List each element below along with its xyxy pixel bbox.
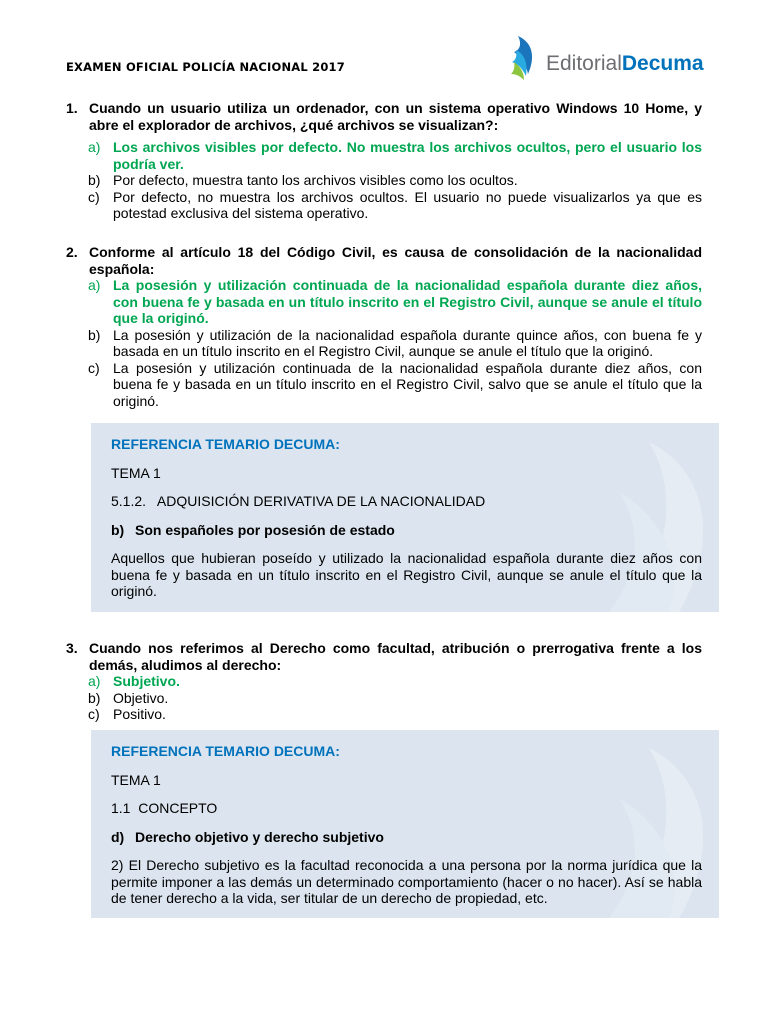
option-c xyxy=(88,189,702,222)
reference-subtitle xyxy=(111,522,702,539)
logo-word-editorial: Editorial xyxy=(546,52,622,75)
option-text: Por defecto, no muestra los archivos ocultos. El usuario no puede visualizarlos ya que es potestad exclusiva del sistema operativo. xyxy=(113,188,702,221)
option-text: La posesión y utilización de la nacionalidad española durante quince años, con buena fe y basada en un título inscrito en el Registro Civil, aunque se anule el título que la originó. xyxy=(113,326,702,359)
question-number: 2. xyxy=(66,244,78,260)
question-text: Cuando nos referimos al Derecho como facultad, atribución o prerrogativa frente a los demás, aludimos al derecho: xyxy=(89,640,702,673)
reference-text: Aquellos que hubieran poseído y utilizado la nacionalidad española durante diez años con buena fe y basada en un título inscrito en el Registro Civil, aunque se anule el título que la originó. xyxy=(111,550,702,599)
option-b xyxy=(88,327,702,360)
option-text: Los archivos visibles por defecto. No muestra los archivos ocultos, pero el usuario los podría ver. xyxy=(113,139,702,172)
option-letter: a) xyxy=(88,277,101,293)
question-stem xyxy=(66,640,702,673)
option-text: Positivo. xyxy=(113,706,166,722)
reference-title: REFERENCIA TEMARIO DECUMA: xyxy=(111,436,340,452)
exam-title: EXAMEN OFICIAL POLICÍA NACIONAL 2017 xyxy=(66,60,345,74)
question-number: 1. xyxy=(66,100,78,116)
option-text: Objetivo. xyxy=(113,689,169,706)
reference-sub-title: Derecho objetivo y derecho subjetivo xyxy=(135,828,384,845)
reference-text: 2) El Derecho subjetivo es la facultad reconocida a una persona por la norma jurídica que la permite imponer a las demás un determinado comportamiento (hacer o no hacer). Así se habla de tener derecho a la vida, ser titular de un derecho de propiedad, etc. xyxy=(111,857,702,906)
option-text: Por defecto, muestra tanto los archivos visibles como los ocultos. xyxy=(113,172,518,188)
option-c xyxy=(88,706,702,723)
logo-wordmark xyxy=(546,52,704,76)
option-letter: b) xyxy=(88,172,101,188)
question-number: 3. xyxy=(66,640,78,656)
option-a-correct xyxy=(88,139,702,172)
reference-sub-letter: d) xyxy=(111,828,125,845)
option-letter: c) xyxy=(88,359,100,376)
option-letter: c) xyxy=(88,188,100,205)
option-a-correct xyxy=(88,277,702,327)
option-b xyxy=(88,690,702,707)
reference-sub-title: Son españoles por posesión de estado xyxy=(135,521,395,538)
option-letter: a) xyxy=(88,673,101,689)
question-text: Conforme al artículo 18 del Código Civil, es causa de consolidación de la nacionalidad española: xyxy=(89,244,702,277)
option-a-correct xyxy=(88,673,702,690)
reference-section: 1.1 CONCEPTO xyxy=(111,800,218,816)
question-2 xyxy=(66,244,702,409)
option-letter: b) xyxy=(88,326,101,343)
question-stem xyxy=(66,244,702,277)
option-text: La posesión y utilización continuada de la nacionalidad española durante diez años, con buena fe y basada en un título inscrito en el Registro Civil, aunque se anule el título que la originó. xyxy=(113,277,702,326)
reference-title: REFERENCIA TEMARIO DECUMA: xyxy=(111,743,340,759)
reference-box-1 xyxy=(91,423,719,612)
feather-logo-icon xyxy=(510,34,544,82)
reference-sub-letter: b) xyxy=(111,521,125,538)
question-1 xyxy=(66,100,702,222)
question-stem xyxy=(66,100,702,133)
logo-word-decuma: Decuma xyxy=(621,52,704,75)
option-letter: c) xyxy=(88,706,100,722)
option-text: La posesión y utilización continuada de la nacionalidad española durante diez años, con buena fe y basada en un título inscrito en el Registro Civil, salvo que se anule el título que la originó. xyxy=(113,359,702,409)
question-text: Cuando un usuario utiliza un ordenador, con un sistema operativo Windows 10 Home, y abre el explorador de archivos, ¿qué archivos se visualizan?: xyxy=(89,100,702,133)
option-text: Subjetivo. xyxy=(113,673,180,689)
reference-tema: TEMA 1 xyxy=(111,464,161,481)
option-letter: a) xyxy=(88,139,101,155)
reference-box-2 xyxy=(91,730,719,918)
reference-section: 5.1.2. ADQUISICIÓN DERIVATIVA DE LA NACIONALIDAD xyxy=(111,493,486,509)
question-3 xyxy=(66,640,702,723)
option-letter: b) xyxy=(88,689,101,706)
reference-subtitle xyxy=(111,829,702,846)
option-c xyxy=(88,360,702,410)
editorial-logo xyxy=(510,34,710,80)
reference-tema: TEMA 1 xyxy=(111,771,161,788)
option-b xyxy=(88,172,702,189)
